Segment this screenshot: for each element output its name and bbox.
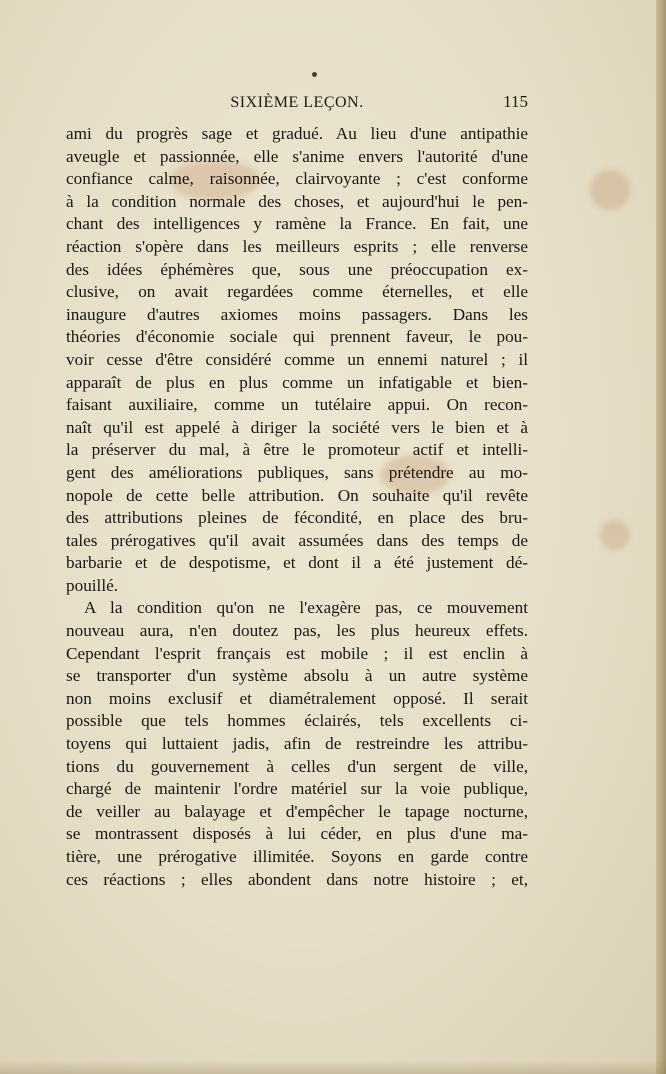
text-line: barbarie et de despotisme, et dont il a été justement dé- xyxy=(66,553,528,573)
text-line: des idées éphémères que, sous une préoccupation ex- xyxy=(66,259,528,279)
text-line: clusive, on avait regardées comme éternelles, et elle xyxy=(66,282,528,302)
text-line: tales prérogatives qu'il avait assumées dans des temps de xyxy=(66,530,528,550)
page-number: 115 xyxy=(503,92,528,111)
text-line: confiance calme, raisonnée, clairvoyante ; c'est conforme xyxy=(66,169,528,189)
text-line: non moins exclusif et diamétralement opposé. Il serait xyxy=(66,688,528,708)
header-ornament xyxy=(312,72,317,77)
foxing-stain xyxy=(600,520,630,550)
text-line: la préserver du mal, à être le promoteur actif et intelli- xyxy=(66,440,528,460)
text-line: des attributions pleines de fécondité, en place des bru- xyxy=(66,508,528,528)
text-line: à la condition normale des choses, et aujourd'hui le pen- xyxy=(66,191,528,211)
paragraph xyxy=(66,123,528,597)
text-line: tions du gouvernement à celles d'un sergent de ville, xyxy=(66,756,528,776)
body-text xyxy=(66,123,528,891)
text-line: chargé de maintenir l'ordre matériel sur la voie publique, xyxy=(66,779,528,799)
text-line: réaction s'opère dans les meilleurs esprits ; elle renverse xyxy=(66,236,528,256)
text-line: A la condition qu'on ne l'exagère pas, ce mouvement xyxy=(84,598,528,618)
foxing-stain xyxy=(590,170,630,210)
text-line: naît qu'il est appelé à diriger la société vers le bien et à xyxy=(66,417,528,437)
text-line: faisant auxiliaire, comme un tutélaire appui. On recon- xyxy=(66,395,528,415)
text-line: chant des intelligences y ramène la France. En fait, une xyxy=(66,214,528,234)
page-edge xyxy=(656,0,666,1074)
text-line: nouveau aura, n'en doutez pas, les plus heureux effets. xyxy=(66,621,528,641)
text-line: ami du progrès sage et gradué. Au lieu d'une antipathie xyxy=(66,124,528,143)
page-header xyxy=(66,92,528,116)
text-line: gent des améliorations publiques, sans prétendre au mo- xyxy=(66,462,528,482)
paragraph xyxy=(66,597,528,891)
text-line: de veiller au balayage et d'empêcher le tapage nocturne, xyxy=(66,801,528,821)
text-line: théories d'économie sociale qui prennent faveur, le pou- xyxy=(66,327,528,347)
text-line: inaugure d'autres axiomes moins passagers. Dans les xyxy=(66,304,528,324)
running-title: SIXIÈME LEÇON. xyxy=(230,94,364,111)
text-line: se transporter d'un système absolu à un autre système xyxy=(66,666,528,686)
text-line: voir cesse d'être considéré comme un ennemi naturel ; il xyxy=(66,349,528,369)
text-line: possible que tels hommes éclairés, tels excellents ci- xyxy=(66,711,528,731)
text-line: nopole de cette belle attribution. On souhaite qu'il revête xyxy=(66,485,528,505)
text-line: tière, une prérogative illimitée. Soyons en garde contre xyxy=(66,847,528,866)
text-line: se montrassent disposés à lui céder, en plus d'une ma- xyxy=(66,824,528,844)
text-line: Cependant l'esprit français est mobile ; il est enclin à xyxy=(66,643,528,663)
text-line: ces réactions ; elles abondent dans notre histoire ; et, xyxy=(66,869,528,889)
page-edge-shadow xyxy=(0,1060,666,1074)
text-line: pouillé. xyxy=(66,575,119,595)
text-line: apparaît de plus en plus comme un infatigable et bien- xyxy=(66,372,528,392)
text-line: aveugle et passionnée, elle s'anime envers l'autorité d'une xyxy=(66,146,528,166)
text-line: toyens qui luttaient jadis, afin de restreindre les attribu- xyxy=(66,734,528,754)
